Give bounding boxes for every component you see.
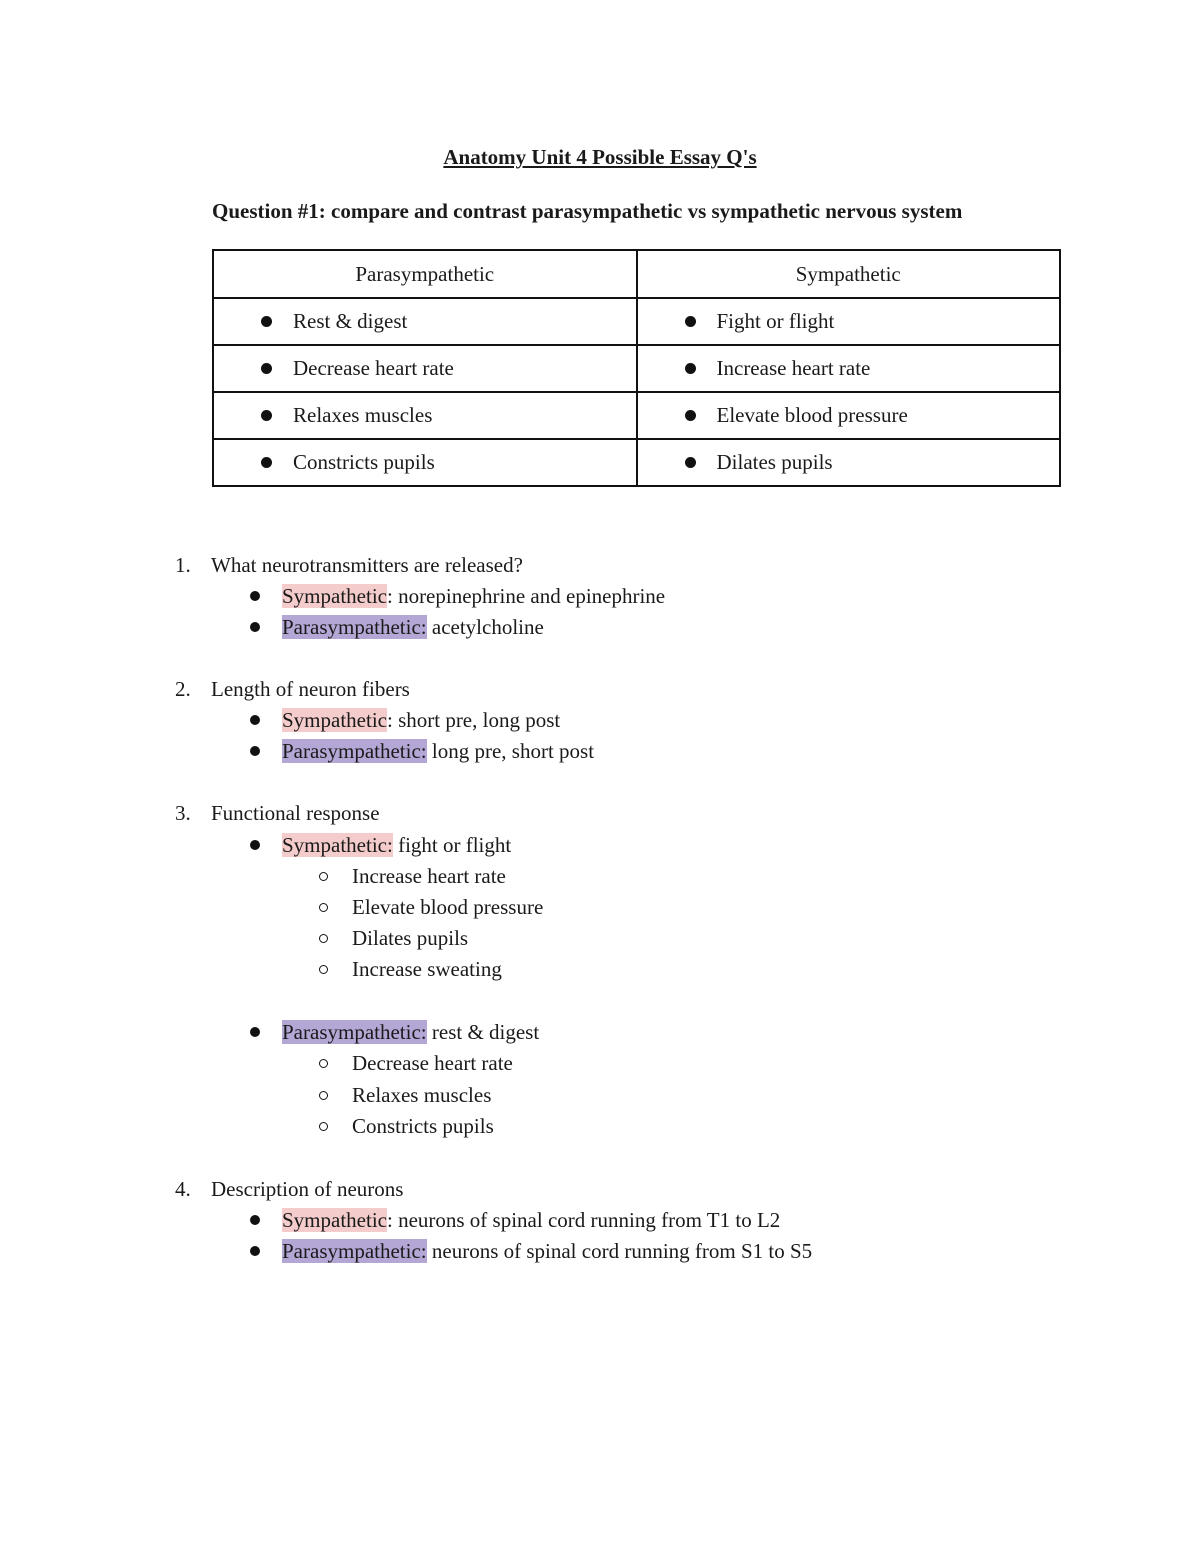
comparison-table — [212, 249, 1061, 487]
table-cell — [213, 392, 637, 439]
table-header-row — [213, 250, 1060, 298]
item-text: Functional response — [211, 801, 380, 825]
cell-text: Relaxes muscles — [293, 403, 433, 427]
bullet-text: fight or flight — [392, 833, 512, 857]
cell-text: Rest & digest — [293, 309, 408, 333]
cell-text: Constricts pupils — [293, 450, 435, 474]
bullet-text: acetylcholine — [426, 615, 544, 639]
sympathetic-label: Sympathetic — [282, 708, 387, 732]
bullet-icon — [261, 410, 272, 421]
hollow-bullet-icon — [319, 965, 328, 974]
nested-bullet-text: Constricts pupils — [352, 1114, 494, 1138]
table-cell — [213, 298, 637, 345]
bullet-icon — [250, 1027, 260, 1037]
table-cell — [213, 439, 637, 486]
bullet-icon — [250, 715, 260, 725]
item-number: 1. — [175, 553, 191, 577]
parasympathetic-label: Parasympathetic: — [282, 1239, 427, 1263]
bullet-icon — [261, 363, 272, 374]
parasympathetic-label: Parasympathetic: — [282, 1020, 427, 1044]
nested-bullet-text: Increase sweating — [352, 957, 502, 981]
parasympathetic-label: Parasympathetic: — [282, 739, 427, 763]
table-cell — [637, 345, 1061, 392]
sympathetic-label: Sympathetic — [282, 584, 387, 608]
cell-text: Dilates pupils — [716, 450, 833, 474]
bullet-icon — [685, 363, 696, 374]
table-cell — [213, 345, 637, 392]
cell-text: Decrease heart rate — [293, 356, 454, 380]
hollow-bullet-icon — [319, 1122, 328, 1131]
bullet-icon — [261, 457, 272, 468]
bullet-icon — [261, 316, 272, 327]
parasympathetic-label: Parasympathetic: — [282, 615, 427, 639]
sympathetic-label: Sympathetic — [282, 1208, 387, 1232]
table-row — [213, 439, 1060, 486]
page-title: Anatomy Unit 4 Possible Essay Q's — [443, 145, 757, 169]
bullet-text: rest & digest — [426, 1020, 540, 1044]
bullet-icon — [250, 840, 260, 850]
nested-bullet-text: Elevate blood pressure — [352, 895, 544, 919]
item-number: 3. — [175, 801, 191, 825]
sympathetic-label: Sympathetic: — [282, 833, 393, 857]
table-row — [213, 298, 1060, 345]
table-cell — [637, 298, 1061, 345]
bullet-icon — [685, 316, 696, 327]
table-row — [213, 345, 1060, 392]
cell-text: Fight or flight — [716, 309, 835, 333]
bullet-text: : neurons of spinal cord running from T1 to L2 — [386, 1208, 781, 1232]
bullet-text: neurons of spinal cord running from S1 to S5 — [426, 1239, 813, 1263]
header-sympathetic: Sympathetic — [637, 250, 1061, 298]
bullet-text: long pre, short post — [426, 739, 595, 763]
bullet-icon — [250, 1215, 260, 1225]
bullet-icon — [250, 591, 260, 601]
question-heading: Question #1: compare and contrast parasympathetic vs sympathetic nervous system — [212, 199, 963, 223]
bullet-text: : norepinephrine and epinephrine — [386, 584, 666, 608]
nested-bullet-text: Relaxes muscles — [352, 1083, 492, 1107]
item-text: What neurotransmitters are released? — [211, 553, 523, 577]
item-text: Length of neuron fibers — [211, 677, 410, 701]
bullet-icon — [685, 410, 696, 421]
bullet-icon — [250, 622, 260, 632]
cell-text: Increase heart rate — [716, 356, 871, 380]
hollow-bullet-icon — [319, 872, 328, 881]
hollow-bullet-icon — [319, 903, 328, 912]
hollow-bullet-icon — [319, 1091, 328, 1100]
nested-bullet-text: Dilates pupils — [352, 926, 469, 950]
nested-bullet-text: Decrease heart rate — [352, 1051, 513, 1075]
bullet-icon — [250, 746, 260, 756]
table-cell — [637, 392, 1061, 439]
bullet-icon — [685, 457, 696, 468]
cell-text: Elevate blood pressure — [716, 403, 908, 427]
bullet-text: : short pre, long post — [386, 708, 561, 732]
hollow-bullet-icon — [319, 934, 328, 943]
table-cell — [637, 439, 1061, 486]
nested-bullet-text: Increase heart rate — [352, 864, 506, 888]
bullet-icon — [250, 1246, 260, 1256]
item-text: Description of neurons — [211, 1177, 404, 1201]
hollow-bullet-icon — [319, 1059, 328, 1068]
item-number: 2. — [175, 677, 191, 701]
table-row — [213, 392, 1060, 439]
item-number: 4. — [175, 1177, 191, 1201]
header-parasympathetic: Parasympathetic — [213, 250, 637, 298]
